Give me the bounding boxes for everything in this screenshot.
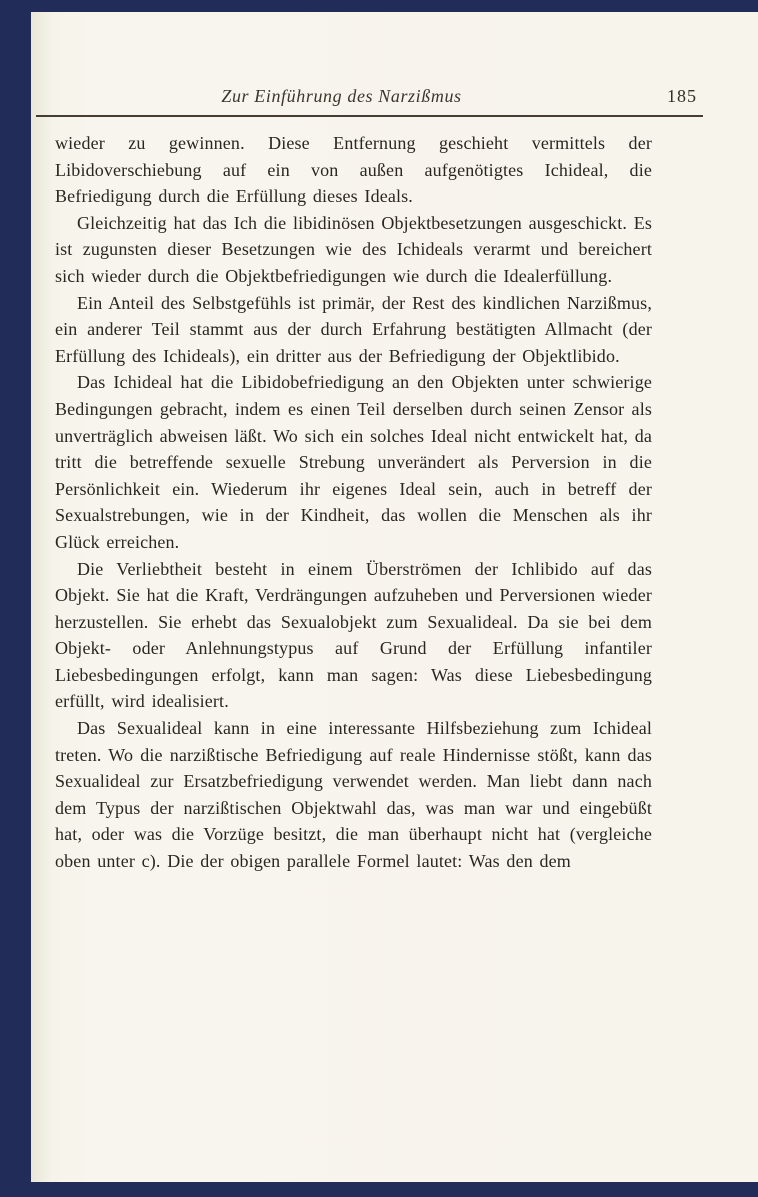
running-title: Zur Einführung des Narzißmus	[221, 86, 462, 106]
paragraph: Ein Anteil des Selbstgefühls ist primär, der Rest des kindlichen Narzißmus, ein anderer Teil stammt aus der durch Erfahrung bestätigten Allmacht (der Erfüllung des Ichideals), ein dritter aus der Befriedigung der Objektlibido.	[55, 292, 652, 366]
paragraph: wieder zu gewinnen. Diese Entfernung geschieht vermittels der Libidoverschiebung auf ein von außen aufgenötigtes Ichideal, die Befriedigung durch die Erfüllung dieses Ideals.	[55, 133, 652, 207]
page-body	[55, 130, 652, 875]
page-number: 185	[667, 86, 697, 106]
scan-edge-left	[0, 0, 31, 1197]
page-paper	[31, 12, 758, 1182]
header-rule	[36, 115, 703, 117]
scan-edge-top	[0, 0, 758, 12]
scan-edge-bottom	[0, 1182, 758, 1197]
paragraph: Gleichzeitig hat das Ich die libidinösen Objektbesetzungen ausgeschickt. Es ist zugunsten dieser Besetzungen wie des Ichideals verarmt und bereichert sich wieder durch die Objektbefriedigungen wie durch die Idealerfüllung.	[55, 212, 652, 286]
page-header	[36, 86, 703, 112]
paragraph: Die Verliebtheit besteht in einem Überströmen der Ichlibido auf das Objekt. Sie hat die Kraft, Verdrängungen aufzuheben und Perversionen wieder herzustellen. Sie erhebt das Sexualobjekt zum Sexualideal. Da sie bei dem Objekt- oder Anlehnungstypus auf Grund der Erfüllung infantiler Liebesbedingungen erfolgt, kann man sagen: Was diese Liebesbedingung erfüllt, wird idealisiert.	[55, 558, 652, 712]
paragraph: Das Sexualideal kann in eine interessante Hilfsbeziehung zum Ichideal treten. Wo die narzißtische Befriedigung auf reale Hindernisse stößt, kann das Sexualideal zur Ersatzbefriedigung verwendet werden. Man liebt dann nach dem Typus der narzißtischen Objektwahl das, was man war und eingebüßt hat, oder was die Vorzüge besitzt, die man überhaupt nicht hat (vergleiche oben unter c). Die der obigen parallele Formel lautet: Was den dem	[55, 718, 652, 872]
paragraph: Das Ichideal hat die Libidobefriedigung an den Objekten unter schwierige Bedingungen gebracht, indem es einen Teil derselben durch seinen Zensor als unverträglich abweisen läßt. Wo sich ein solches Ideal nicht entwickelt hat, da tritt die betreffende sexuelle Strebung unverändert als Perversion in die Persönlichkeit ein. Wiederum ihr eigenes Ideal sein, auch in betreff der Sexualstrebungen, wie in der Kindheit, das wollen die Menschen als ihr Glück erreichen.	[55, 372, 652, 552]
